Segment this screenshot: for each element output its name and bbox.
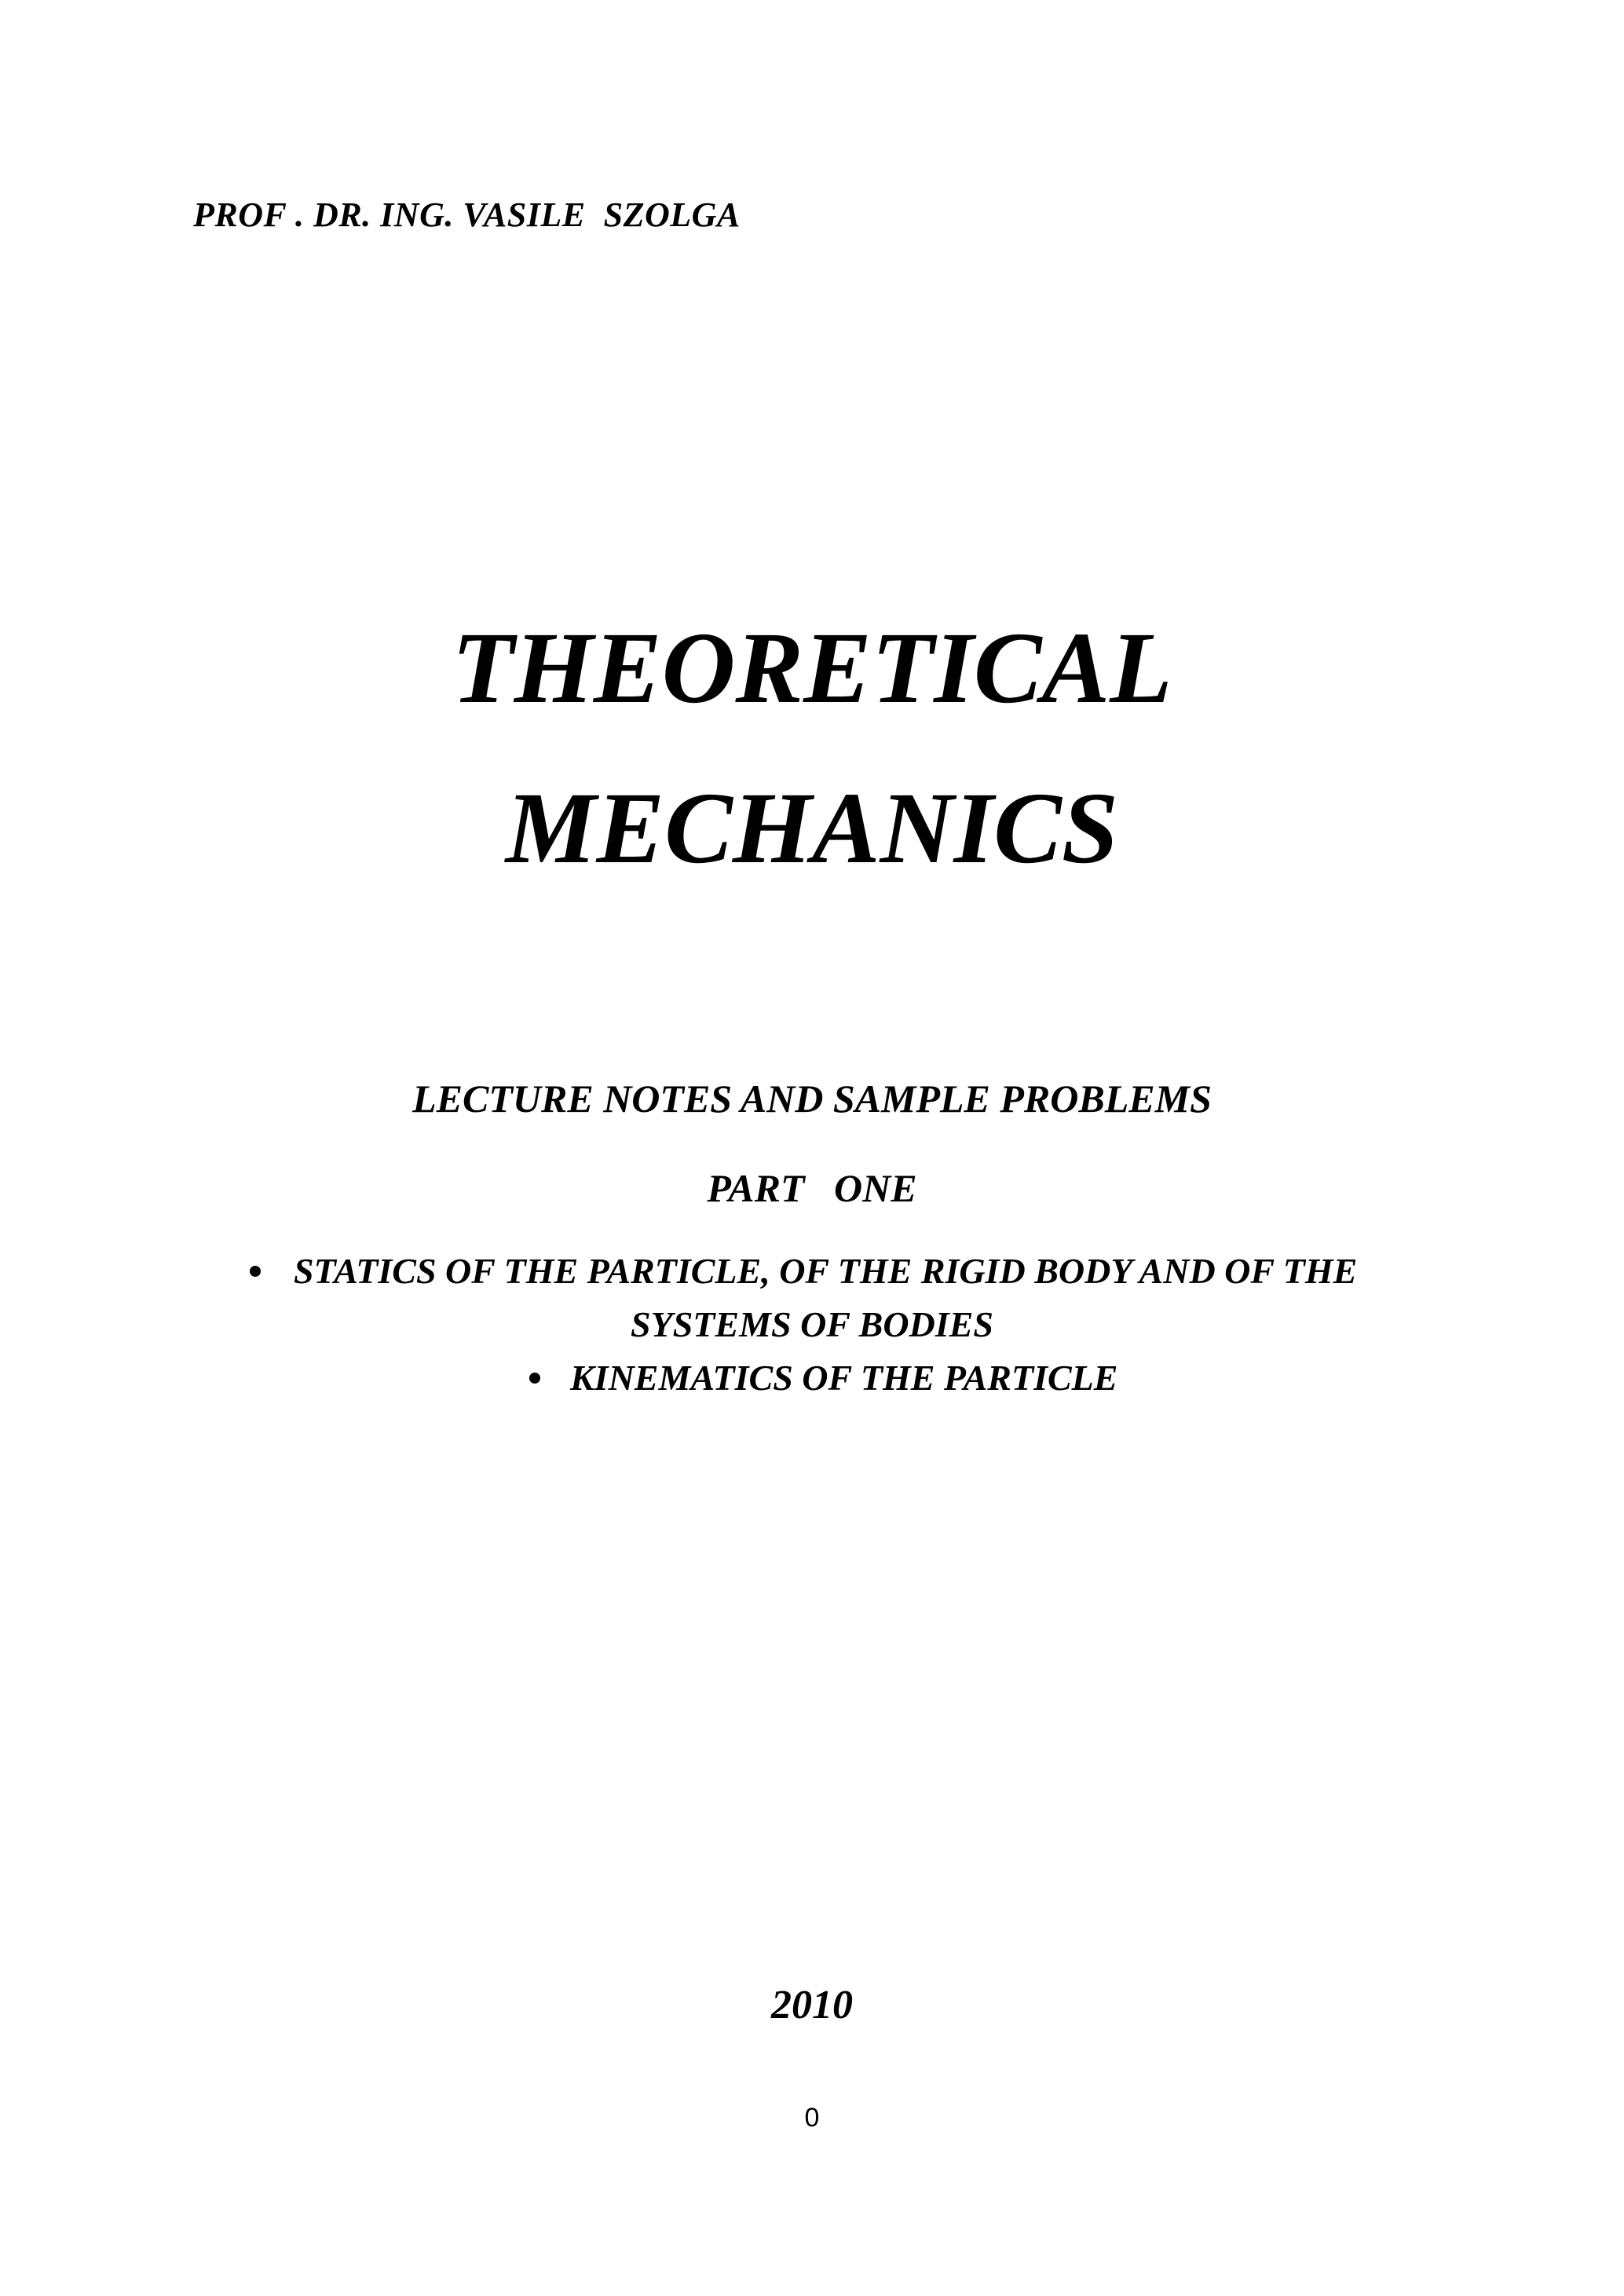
bullet-dot-icon: [529, 1373, 540, 1384]
bullet-dot-icon: [250, 1266, 261, 1277]
publication-year: 2010: [771, 1983, 853, 2027]
title-line-1: THEORETICAL: [452, 612, 1172, 725]
bullet-item-kinematics: KINEMATICS OF THE PARTICLE: [570, 1358, 1118, 1398]
part-label: PART ONE: [707, 1166, 917, 1210]
bullet-item-statics-continued: SYSTEMS OF BODIES: [631, 1304, 993, 1344]
author-name: PROF . DR. ING. VASILE SZOLGA: [193, 196, 741, 234]
page-number: 0: [804, 2103, 820, 2133]
subtitle: LECTURE NOTES AND SAMPLE PROBLEMS: [412, 1077, 1212, 1121]
bullet-item-statics: STATICS OF THE PARTICLE, OF THE RIGID BODY AND OF THE: [294, 1251, 1358, 1291]
title-line-2: MECHANICS: [505, 772, 1119, 885]
